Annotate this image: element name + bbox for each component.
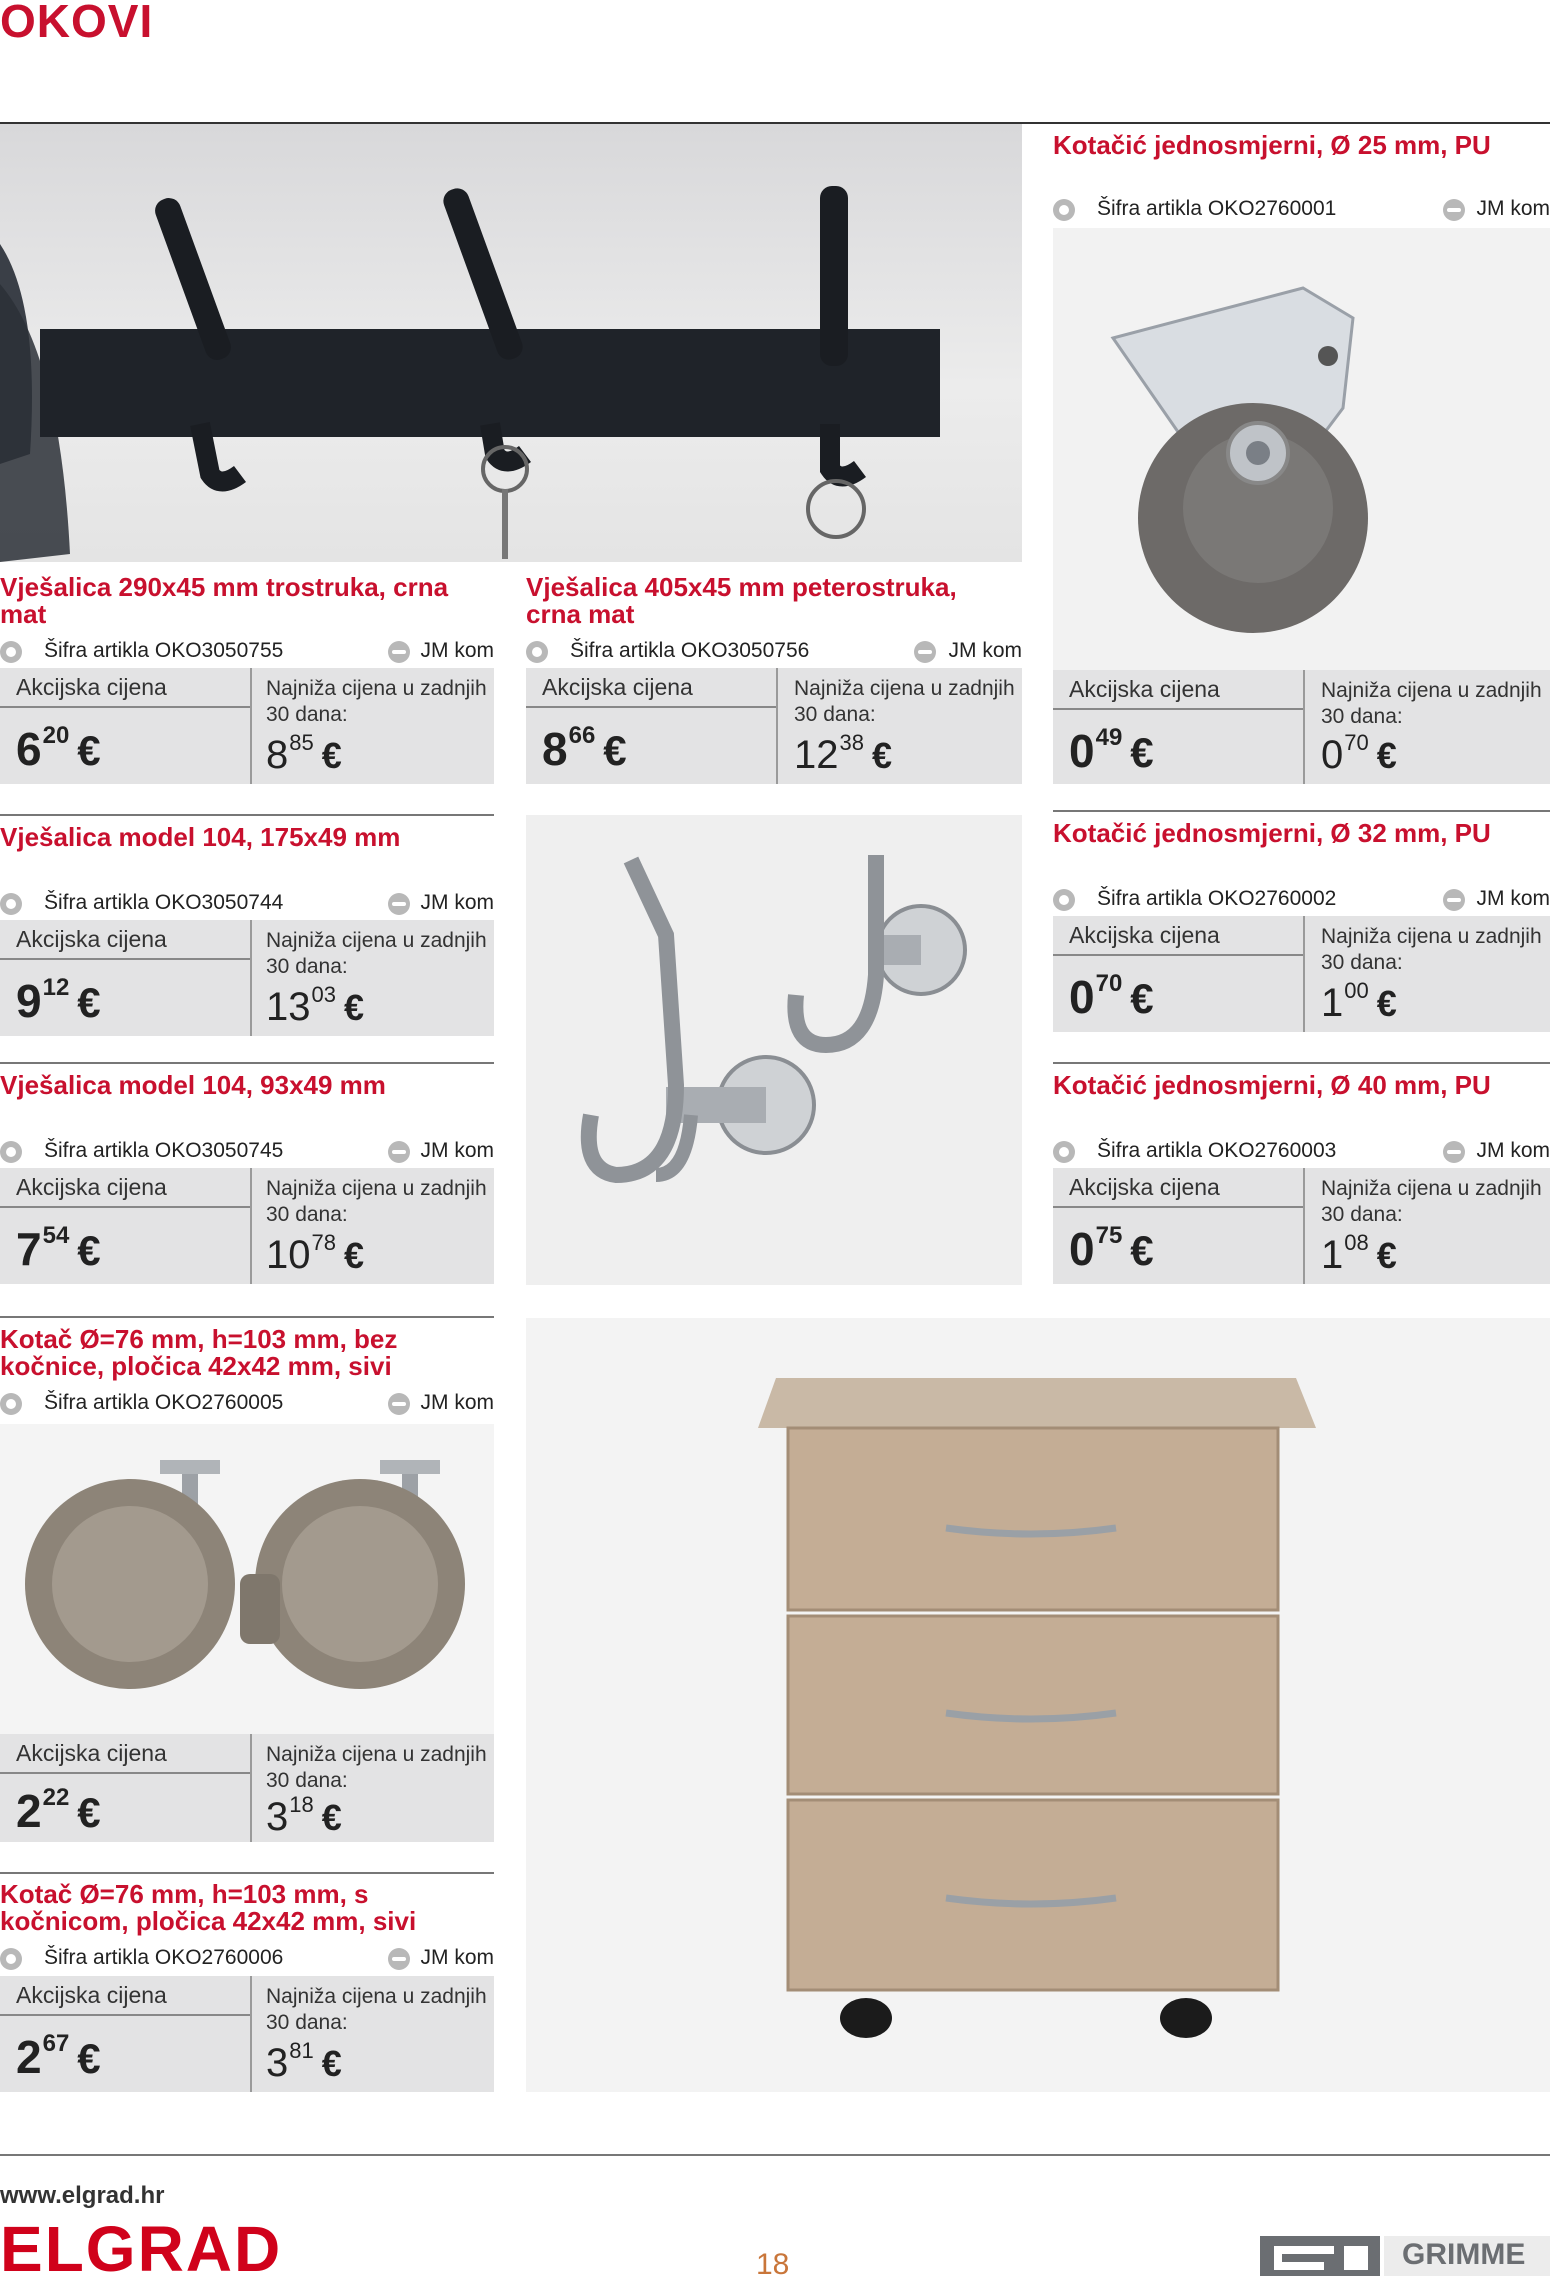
- price-box: [0, 1976, 494, 2092]
- product-title: Kotač Ø=76 mm, h=103 mm, bez kočnice, pločica 42x42 mm, sivi: [0, 1326, 470, 1380]
- unit-label: JM kom: [1477, 1139, 1550, 1163]
- page-number: 18: [756, 2248, 789, 2282]
- product-title: Kotačić jednosmjerni, Ø 40 mm, PU: [1053, 1072, 1550, 1099]
- lowest-price: 070 €: [1321, 730, 1397, 778]
- coat-rack-image: [0, 124, 1022, 562]
- section-divider: [0, 814, 494, 816]
- footer-divider: [0, 2154, 1550, 2156]
- partner-name: GRIMME: [1402, 2238, 1525, 2272]
- search-icon: [1053, 199, 1075, 221]
- search-icon: [0, 1393, 22, 1415]
- sku-line: Šifra artikla OKO2760002: [1097, 887, 1336, 911]
- price-box: [526, 668, 1022, 784]
- product-meta: [0, 1139, 494, 1169]
- product-meta: [0, 639, 494, 669]
- minus-circle-icon: [1443, 1141, 1465, 1163]
- product-title: Vješalica model 104, 93x49 mm: [0, 1072, 494, 1099]
- sku-line: Šifra artikla OKO2760001: [1097, 197, 1336, 221]
- sku-line: Šifra artikla OKO2760003: [1097, 1139, 1336, 1163]
- section-divider: [1053, 810, 1550, 812]
- minus-circle-icon: [388, 1141, 410, 1163]
- product-meta: [0, 891, 494, 921]
- lowest-price-label: Najniža cijena u zadnjih 30 dana:: [794, 676, 1034, 728]
- promo-price-label: Akcijska cijena: [16, 674, 167, 701]
- lowest-price-label: Najniža cijena u zadnjih 30 dana:: [266, 1176, 506, 1228]
- lowest-price: 100 €: [1321, 978, 1397, 1026]
- page-title: OKOVI: [0, 0, 153, 48]
- lowest-price: 1303 €: [266, 982, 364, 1030]
- search-icon: [526, 641, 548, 663]
- section-divider: [0, 1062, 494, 1064]
- lowest-price-label: Najniža cijena u zadnjih 30 dana:: [1321, 678, 1550, 730]
- product-title: Vješalica model 104, 175x49 mm: [0, 824, 494, 851]
- sku-line: Šifra artikla OKO3050745: [44, 1139, 283, 1163]
- partner-logo: [1260, 2232, 1550, 2278]
- product-title: Kotačić jednosmjerni, Ø 32 mm, PU: [1053, 820, 1550, 847]
- product-title: Vješalica 405x45 mm peterostruka, crna mat: [526, 574, 996, 628]
- lowest-price-label: Najniža cijena u zadnjih 30 dana:: [1321, 1176, 1550, 1228]
- price-box: [0, 1168, 494, 1284]
- product-meta: [526, 639, 1022, 669]
- sku-line: Šifra artikla OKO2760006: [44, 1946, 283, 1970]
- promo-price: 620 €: [16, 722, 101, 776]
- caster-25-image: [1053, 228, 1550, 670]
- promo-price-label: Akcijska cijena: [1069, 676, 1220, 703]
- minus-circle-icon: [388, 1393, 410, 1415]
- minus-circle-icon: [388, 641, 410, 663]
- unit-label: JM kom: [421, 639, 495, 663]
- price-box: [1053, 1168, 1550, 1284]
- product-title: Kotačić jednosmjerni, Ø 25 mm, PU: [1053, 132, 1550, 159]
- unit-label: JM kom: [949, 639, 1023, 663]
- price-box: [0, 1734, 494, 1842]
- promo-price: 267 €: [16, 2030, 101, 2084]
- promo-price: 049 €: [1069, 724, 1154, 778]
- section-divider: [0, 1872, 494, 1874]
- unit-label: JM kom: [421, 1139, 495, 1163]
- product-meta: [0, 1391, 494, 1421]
- product-meta: [1053, 1139, 1550, 1169]
- lowest-price: 318 €: [266, 1792, 342, 1840]
- promo-price: 912 €: [16, 974, 101, 1028]
- promo-price: 070 €: [1069, 970, 1154, 1024]
- sku-line: Šifra artikla OKO3050756: [570, 639, 809, 663]
- lowest-price: 1238 €: [794, 730, 892, 778]
- unit-label: JM kom: [421, 1946, 495, 1970]
- product-meta: [1053, 887, 1550, 917]
- promo-price: 754 €: [16, 1222, 101, 1276]
- promo-price-label: Akcijska cijena: [16, 1174, 167, 1201]
- promo-price: 866 €: [542, 722, 627, 776]
- unit-label: JM kom: [421, 1391, 495, 1415]
- sku-line: Šifra artikla OKO2760005: [44, 1391, 283, 1415]
- search-icon: [0, 1141, 22, 1163]
- lowest-price-label: Najniža cijena u zadnjih 30 dana:: [266, 1742, 506, 1794]
- unit-label: JM kom: [1477, 197, 1550, 221]
- price-box: [0, 920, 494, 1036]
- product-title: Vješalica 290x45 mm trostruka, crna mat: [0, 574, 470, 628]
- section-divider: [1053, 1062, 1550, 1064]
- promo-price-label: Akcijska cijena: [1069, 1174, 1220, 1201]
- minus-circle-icon: [914, 641, 936, 663]
- price-box: [1053, 916, 1550, 1032]
- search-icon: [1053, 889, 1075, 911]
- lowest-price-label: Najniža cijena u zadnjih 30 dana:: [266, 1984, 506, 2036]
- drawer-cabinet-image: [526, 1318, 1550, 2092]
- minus-circle-icon: [388, 893, 410, 915]
- section-divider: [0, 1316, 494, 1318]
- lowest-price: 885 €: [266, 730, 342, 778]
- minus-circle-icon: [388, 1948, 410, 1970]
- sku-line: Šifra artikla OKO3050744: [44, 891, 283, 915]
- promo-price-label: Akcijska cijena: [16, 926, 167, 953]
- minus-circle-icon: [1443, 889, 1465, 911]
- lowest-price: 1078 €: [266, 1230, 364, 1278]
- search-icon: [0, 641, 22, 663]
- promo-price-label: Akcijska cijena: [16, 1740, 167, 1767]
- lowest-price-label: Najniža cijena u zadnjih 30 dana:: [1321, 924, 1550, 976]
- promo-price-label: Akcijska cijena: [1069, 922, 1220, 949]
- unit-label: JM kom: [421, 891, 495, 915]
- minus-circle-icon: [1443, 199, 1465, 221]
- price-box: [0, 668, 494, 784]
- caster-76-image: [0, 1424, 494, 1734]
- product-meta: [0, 1946, 494, 1976]
- search-icon: [0, 893, 22, 915]
- website-link[interactable]: www.elgrad.hr: [0, 2182, 164, 2210]
- search-icon: [0, 1948, 22, 1970]
- promo-price-label: Akcijska cijena: [16, 1982, 167, 2009]
- price-box: [1053, 670, 1550, 784]
- promo-price-label: Akcijska cijena: [542, 674, 693, 701]
- lowest-price-label: Najniža cijena u zadnjih 30 dana:: [266, 928, 506, 980]
- lowest-price: 108 €: [1321, 1230, 1397, 1278]
- product-meta: [1053, 197, 1550, 227]
- unit-label: JM kom: [1477, 887, 1550, 911]
- sku-line: Šifra artikla OKO3050755: [44, 639, 283, 663]
- lowest-price-label: Najniža cijena u zadnjih 30 dana:: [266, 676, 506, 728]
- product-title: Kotač Ø=76 mm, h=103 mm, s kočnicom, pločica 42x42 mm, sivi: [0, 1881, 494, 1935]
- search-icon: [1053, 1141, 1075, 1163]
- promo-price: 075 €: [1069, 1222, 1154, 1276]
- lowest-price: 381 €: [266, 2038, 342, 2086]
- promo-price: 222 €: [16, 1784, 101, 1838]
- wall-hooks-image: [526, 815, 1022, 1285]
- brand-logo: ELGRAD: [0, 2212, 282, 2286]
